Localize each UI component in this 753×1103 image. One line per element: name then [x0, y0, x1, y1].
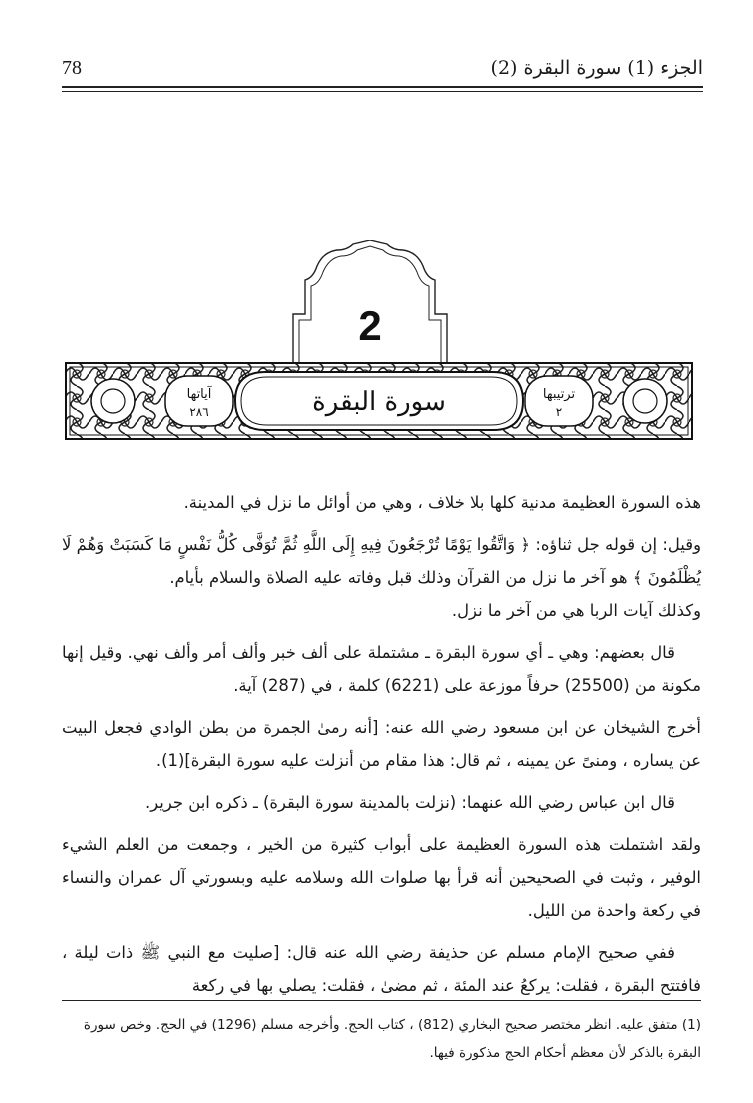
quran-verse: ﴿ وَاتَّقُوا يَوْمًا تُرْجَعُونَ فِيهِ إِلَى اللَّهِ ثُمَّ تُوَفَّى كُلُّ نَفْسٍ مَا كَسَبَتْ وَهُمْ لَا يُظْلَمُونَ ﴾: [62, 535, 701, 587]
paragraph: ففي صحيح الإمام مسلم عن حذيفة رضي الله عنه قال: [صليت مع النبي ﷺ ذات ليلة ، فافتتح البقرة ، فقلت: يركعُ عند المئة ، ثم مضىٰ ، فقلت: يصلي بها في ركعة: [62, 943, 701, 995]
paragraph: [62, 528, 701, 594]
order-label: ترتيبها: [542, 387, 576, 402]
running-title: الجزء (1) سورة البقرة (2): [490, 57, 703, 79]
ayat-label: آياتها: [186, 387, 212, 402]
running-header: [62, 52, 703, 84]
paragraph: هذه السورة العظيمة مدنية كلها بلا خلاف ، وهي من أوائل ما نزل في المدينة.: [183, 493, 701, 512]
body-text: [62, 486, 701, 1011]
surah-name: سورة البقرة: [312, 387, 446, 417]
surah-title-banner: [65, 362, 693, 440]
ayat-value: ٢٨٦: [189, 405, 209, 419]
paragraph: قال بعضهم: وهي ـ أي سورة البقرة ـ مشتملة على ألف خبر وألف أمر وألف نهي. وقيل إنها مكونة من (25500) حرفاً موزعة على (6221) كلمة ، في (287) آية.: [62, 643, 701, 695]
order-value: ٢: [555, 405, 563, 419]
paragraph-rest: هو آخر ما نزل من القرآن وذلك قبل وفاته عليه الصلاة والسلام بأيام.: [169, 568, 633, 587]
page-number: 78: [62, 56, 82, 79]
paragraph: قال ابن عباس رضي الله عنهما: (نزلت بالمدينة سورة البقرة) ـ ذكره ابن جرير.: [145, 793, 675, 812]
paragraph-intro: وقيل: إن قوله جل ثناؤه:: [530, 535, 701, 554]
paragraph: ولقد اشتملت هذه السورة العظيمة على أبواب كثيرة من الخير ، وجمعت من العلم الشيء الوفير ، وثبت في الصحيحين أنه قرأ بها صلوات الله وسلامه عليه وبسورتي آل عمران والنساء في ركعة واحدة من الليل.: [62, 835, 701, 920]
header-rule-thin: [62, 91, 703, 92]
surah-number: 2: [358, 302, 382, 349]
paragraph: أخرج الشيخان عن ابن مسعود رضي الله عنه: [أنه رمىٰ الجمرة من بطن الوادي فجعل البيت عن يساره ، ومنىً عن يمينه ، ثم قال: هذا مقام من أنزلت عليه سورة البقرة](1).: [62, 718, 701, 770]
footnote: (1) متفق عليه. انظر مختصر صحيح البخاري (812) ، كتاب الحج. وأخرجه مسلم (1296) في الحج. وخص سورة البقرة بالذكر لأن معظم أحكام الحج مذكورة فيها.: [83, 1017, 701, 1061]
paragraph: وكذلك آيات الربا هي من آخر ما نزل.: [451, 601, 701, 620]
footnotes: [62, 1000, 701, 1067]
surah-number-dome: [285, 240, 455, 364]
header-rule-thick: [62, 86, 703, 88]
